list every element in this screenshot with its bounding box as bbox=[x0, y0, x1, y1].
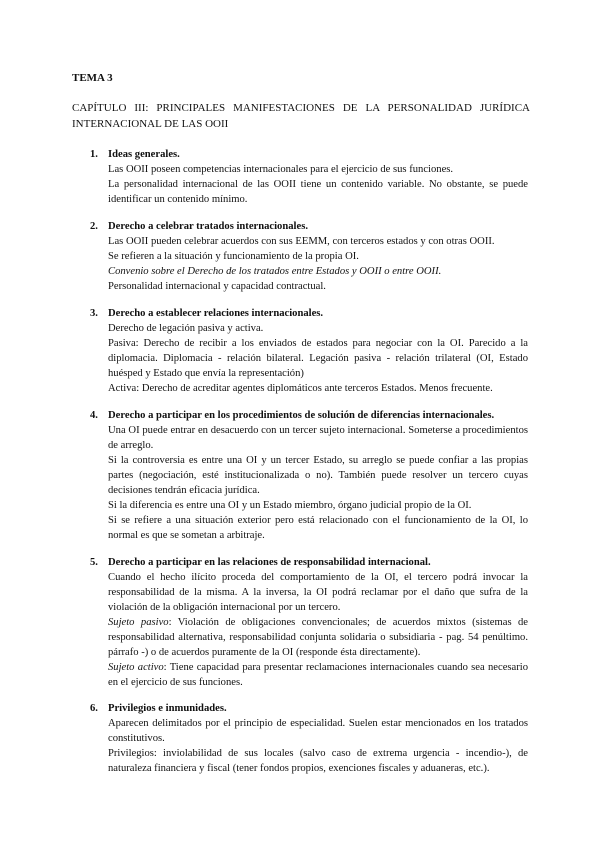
term-text: : Violación de obligaciones convencionales; de acuerdos mixtos (sistemas de responsabilidad alternativa, responsabilidad conjunta solidaria o subsidiaria - pag. 54 penúltimo. párrafo -) o de acuerdos puramente de la OI (responde ésta directamente). bbox=[108, 617, 528, 658]
paragraph: Activa: Derecho de acreditar agentes diplomáticos ante terceros Estados. Menos frecuente. bbox=[108, 383, 493, 394]
paragraph: Pasiva: Derecho de recibir a los enviados de estados para negociar con la OI. Parecido a la diplomacia. Diplomacia - relación bilateral. Legación pasiva - relación trilateral (OI, Estado huésped y Estado que envía la representación) bbox=[108, 338, 528, 379]
section-heading bbox=[90, 555, 528, 570]
section-title: Privilegios e inmunidades. bbox=[108, 703, 227, 714]
paragraph: La personalidad internacional de las OOII tiene un contenido variable. No obstante, se puede identificar un contenido mínimo. bbox=[108, 179, 528, 205]
term-label: Sujeto activo bbox=[108, 662, 164, 673]
paragraph: Privilegios: inviolabilidad de sus locales (salvo caso de extrema urgencia - incendio-), de naturaleza financiera y fiscal (tener fondos propios, exenciones fiscales y aduaneras, etc.). bbox=[108, 748, 528, 774]
paragraph: Derecho de legación pasiva y activa. bbox=[108, 323, 264, 334]
section-title: Derecho a establecer relaciones internacionales. bbox=[108, 308, 324, 319]
section-title: Ideas generales. bbox=[108, 149, 180, 160]
section-body bbox=[90, 423, 528, 543]
section-heading bbox=[90, 408, 528, 423]
paragraph: Si la diferencia es entre una OI y un Estado miembro, órgano judicial propio de la OI. bbox=[108, 500, 472, 511]
section-number: 5. bbox=[90, 557, 98, 568]
paragraph: Se refieren a la situación y funcionamiento de la propia OI. bbox=[108, 251, 359, 262]
paragraph-italic: Convenio sobre el Derecho de los tratados entre Estados y OOII o entre OOII. bbox=[108, 266, 442, 277]
section-body bbox=[90, 716, 528, 776]
section-body bbox=[90, 234, 528, 294]
paragraph bbox=[108, 660, 528, 690]
section-number: 2. bbox=[90, 221, 98, 232]
section-body bbox=[90, 570, 528, 690]
paragraph: Personalidad internacional y capacidad contractual. bbox=[108, 281, 326, 292]
section-heading bbox=[90, 701, 528, 716]
section-body bbox=[90, 321, 528, 396]
section-number: 1. bbox=[90, 149, 98, 160]
tema-heading: TEMA 3 bbox=[72, 72, 113, 84]
section-number: 4. bbox=[90, 410, 98, 421]
section-number: 3. bbox=[90, 308, 98, 319]
section-3 bbox=[90, 306, 528, 396]
section-number: 6. bbox=[90, 703, 98, 714]
section-body bbox=[90, 162, 528, 207]
section-4 bbox=[90, 408, 528, 543]
section-title: Derecho a participar en las relaciones de responsabilidad internacional. bbox=[108, 557, 431, 568]
term-text: : Tiene capacidad para presentar reclamaciones internacionales cuando sea necesario en el ejercicio de sus funciones. bbox=[108, 662, 528, 688]
section-heading bbox=[90, 219, 528, 234]
paragraph: Si se refiere a una situación exterior pero está relacionado con el funcionamiento de la OI, lo normal es que se sometan a arbitraje. bbox=[108, 515, 528, 541]
section-heading bbox=[90, 147, 528, 162]
paragraph: Las OOII poseen competencias internacionales para el ejercicio de sus funciones. bbox=[108, 164, 454, 175]
paragraph: Aparecen delimitados por el principio de especialidad. Suelen estar mencionados en los tratados constitutivos. bbox=[108, 718, 528, 744]
paragraph: Cuando el hecho ilícito proceda del comportamiento de la OI, el tercero podrá invocar la responsabilidad de la misma. A la inversa, la OI podrá reclamar por el daño que sufra de la violación de la obligación internacional por un tercero. bbox=[108, 572, 528, 613]
section-title: Derecho a participar en los procedimientos de solución de diferencias internacionales. bbox=[108, 410, 495, 421]
section-6 bbox=[90, 701, 528, 776]
chapter-title: CAPÍTULO III: PRINCIPALES MANIFESTACIONES DE LA PERSONALIDAD JURÍDICA INTERNACIONAL DE LAS OOII bbox=[72, 102, 530, 130]
section-2 bbox=[90, 219, 528, 294]
paragraph bbox=[108, 615, 528, 660]
paragraph: Una OI puede entrar en desacuerdo con un tercer sujeto internacional. Someterse a procedimientos de arreglo. bbox=[108, 425, 528, 451]
paragraph: Si la controversia es entre una OI y un tercer Estado, su arreglo se puede confiar a las propias partes (negociación, esté institucionalizada o no). También puede resolver un tercero cuyas decisiones tendrán eficacia jurídica. bbox=[108, 455, 528, 496]
term-label: Sujeto pasivo bbox=[108, 617, 169, 628]
section-title: Derecho a celebrar tratados internacionales. bbox=[108, 221, 308, 232]
section-heading bbox=[90, 306, 528, 321]
paragraph: Las OOII pueden celebrar acuerdos con sus EEMM, con terceros estados y con otras OOII. bbox=[108, 236, 495, 247]
section-5 bbox=[90, 555, 528, 690]
section-1 bbox=[90, 147, 528, 207]
